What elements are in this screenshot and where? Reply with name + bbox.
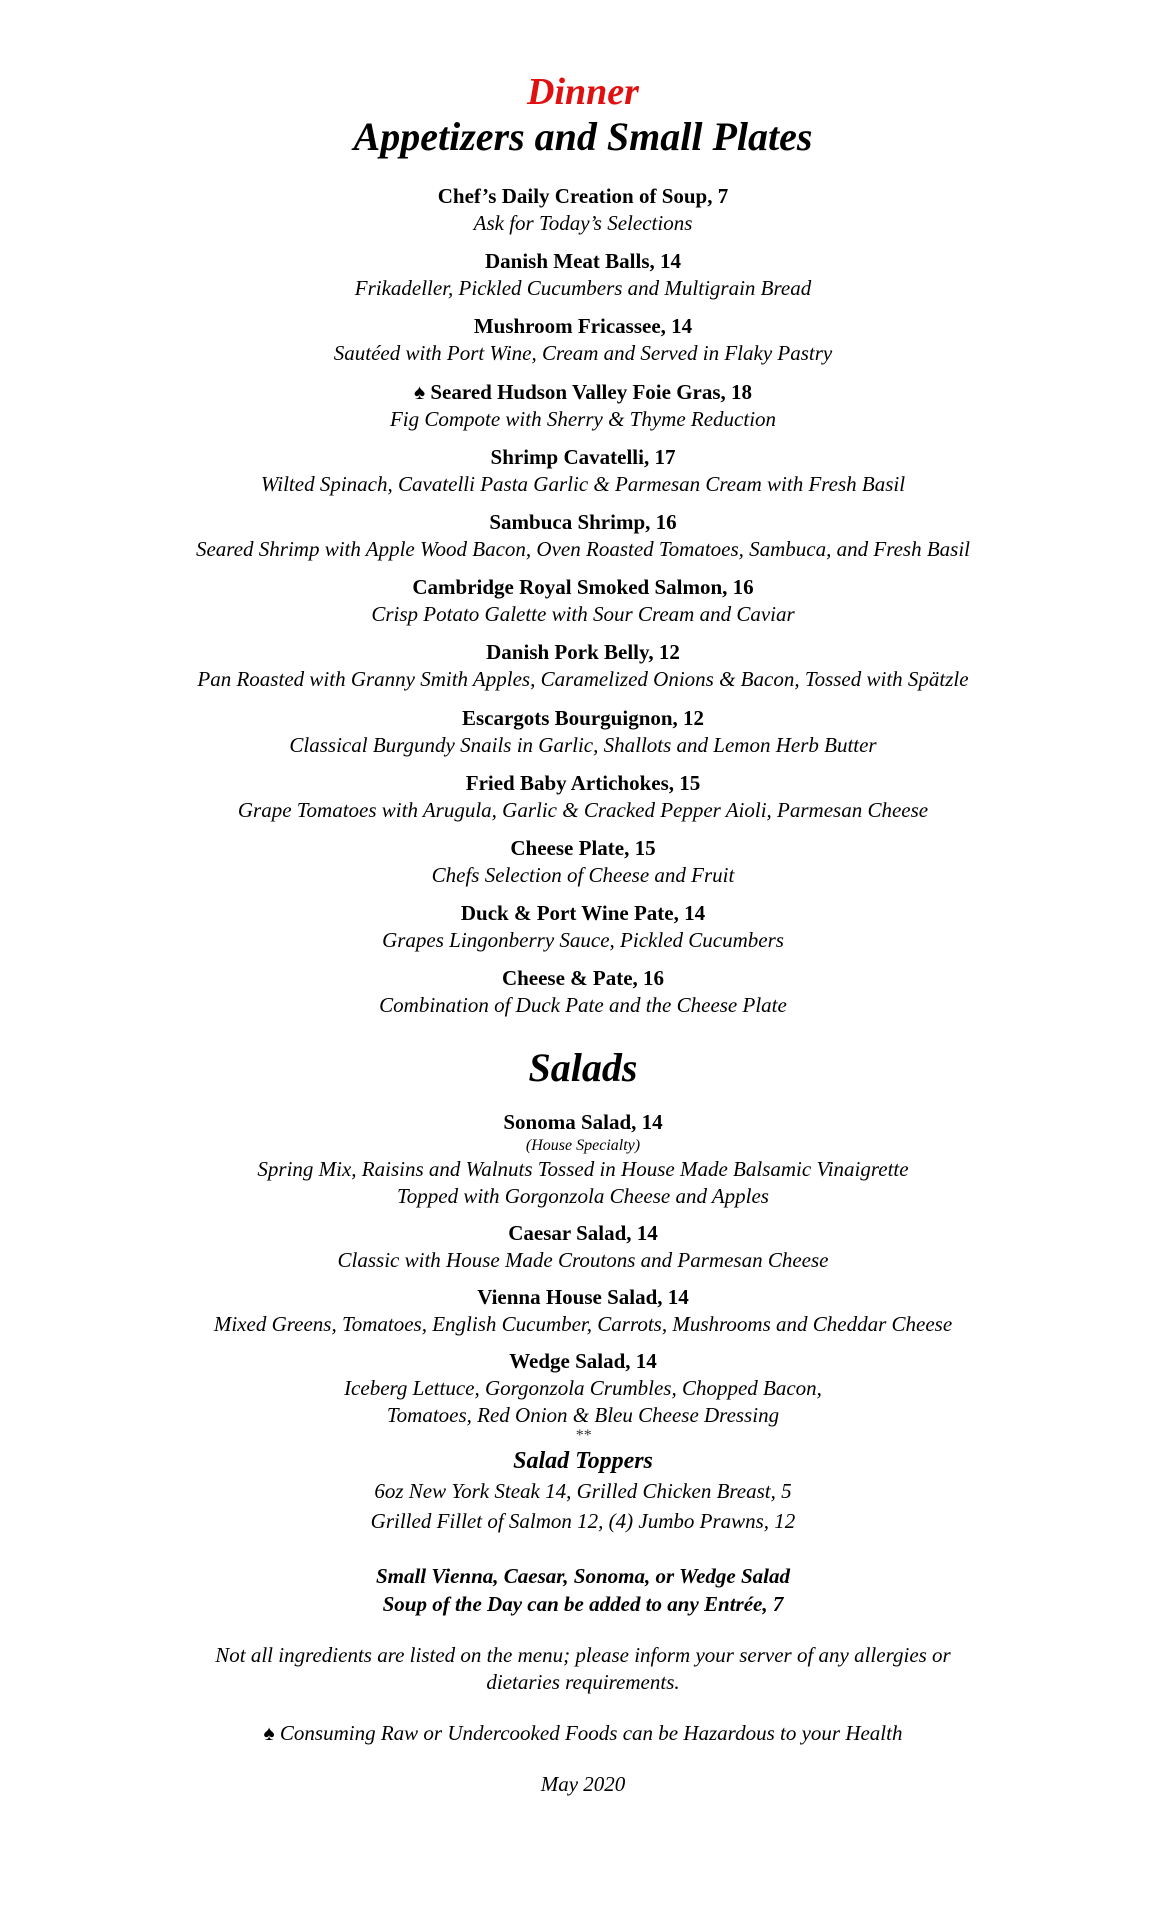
- menu-item: [0, 313, 1166, 378]
- salads-list: [0, 1109, 1166, 1798]
- menu-item: [0, 639, 1166, 704]
- allergy-notice: [0, 1642, 1166, 1696]
- raw-food-warning: [0, 1720, 1166, 1747]
- item-description: Chefs Selection of Cheese and Fruit: [431, 862, 735, 887]
- house-specialty-note: (House Specialty): [525, 1137, 641, 1154]
- item-name: Cheese Plate, 15: [510, 835, 656, 860]
- item-name: Mushroom Fricassee, 14: [473, 314, 693, 339]
- menu-item: [0, 835, 1166, 900]
- dinner-heading: Dinner: [527, 71, 639, 113]
- menu-item: [0, 509, 1166, 574]
- item-name: Vienna House Salad, 14: [477, 1285, 689, 1309]
- allergy-line: Not all ingredients are listed on the menu; please inform your server of any allergies or: [215, 1643, 951, 1667]
- item-description: Iceberg Lettuce, Gorgonzola Crumbles, Chopped Bacon,: [344, 1376, 822, 1400]
- item-description: Pan Roasted with Granny Smith Apples, Caramelized Onions & Bacon, Tossed with Spätzle: [197, 667, 969, 692]
- item-description: Ask for Today’s Selections: [473, 211, 693, 235]
- addon-line: Small Vienna, Caesar, Sonoma, or Wedge Salad: [375, 1564, 791, 1588]
- toppers-line: Grilled Fillet of Salmon 12, (4) Jumbo Prawns, 12: [370, 1509, 796, 1533]
- item-description: Wilted Spinach, Cavatelli Pasta Garlic & Parmesan Cream with Fresh Basil: [260, 471, 906, 496]
- item-name: Sambuca Shrimp, 16: [489, 509, 677, 534]
- addon-note: [0, 1562, 1166, 1618]
- salad-item-caesar: [0, 1220, 1166, 1274]
- item-name: ♠ Seared Hudson Valley Foie Gras, 18: [413, 379, 753, 404]
- item-name: Cambridge Royal Smoked Salmon, 16: [412, 575, 754, 600]
- item-description: Classical Burgundy Snails in Garlic, Shallots and Lemon Herb Butter: [289, 732, 877, 757]
- item-name: Sonoma Salad, 14: [503, 1110, 663, 1134]
- salads-heading: Salads: [528, 1045, 638, 1090]
- menu-item: [0, 900, 1166, 965]
- item-description: Seared Shrimp with Apple Wood Bacon, Oven Roasted Tomatoes, Sambuca, and Fresh Basil: [195, 536, 971, 561]
- menu-item: [0, 965, 1166, 1030]
- menu-item: [0, 379, 1166, 444]
- item-description: Fig Compote with Sherry & Thyme Reduction: [389, 406, 777, 431]
- item-description: Mixed Greens, Tomatoes, English Cucumber, Carrots, Mushrooms and Cheddar Cheese: [213, 1312, 953, 1336]
- item-name: Cheese & Pate, 16: [501, 966, 665, 991]
- item-description: Grape Tomatoes with Arugula, Garlic & Cracked Pepper Aioli, Parmesan Cheese: [237, 797, 929, 822]
- item-description: Classic with House Made Croutons and Parmesan Cheese: [337, 1248, 829, 1272]
- menu-item: [0, 444, 1166, 509]
- item-description: Topped with Gorgonzola Cheese and Apples: [397, 1184, 769, 1208]
- item-name: Wedge Salad, 14: [509, 1349, 657, 1373]
- addon-line: Soup of the Day can be added to any Entrée, 7: [382, 1592, 784, 1616]
- item-description: Frikadeller, Pickled Cucumbers and Multigrain Bread: [354, 276, 812, 301]
- menu-item: [0, 705, 1166, 770]
- item-description: Sautéed with Port Wine, Cream and Served in Flaky Pastry: [333, 341, 833, 366]
- salad-item-wedge: [0, 1348, 1166, 1429]
- item-description: Combination of Duck Pate and the Cheese Plate: [379, 993, 787, 1018]
- menu-item: [0, 770, 1166, 835]
- item-description: Spring Mix, Raisins and Walnuts Tossed in House Made Balsamic Vinaigrette: [257, 1157, 909, 1181]
- item-name: Duck & Port Wine Pate, 14: [460, 901, 706, 926]
- item-name: Chef’s Daily Creation of Soup, 7: [437, 184, 729, 208]
- salad-toppers: [0, 1446, 1166, 1536]
- appetizers-list: [0, 183, 1166, 1030]
- item-name: Escargots Bourguignon, 12: [461, 705, 705, 730]
- allergy-line: dietaries requirements.: [486, 1670, 680, 1694]
- item-description: Crisp Potato Galette with Sour Cream and Caviar: [371, 602, 795, 627]
- item-name: Shrimp Cavatelli, 17: [490, 444, 676, 469]
- date-text: May 2020: [540, 1772, 626, 1796]
- divider-stars: **: [575, 1427, 591, 1444]
- toppers-line: 6oz New York Steak 14, Grilled Chicken Breast, 5: [374, 1479, 792, 1503]
- salad-toppers-heading: Salad Toppers: [513, 1448, 653, 1474]
- menu-item: [0, 574, 1166, 639]
- menu-item: [0, 183, 1166, 248]
- item-name: Fried Baby Artichokes, 15: [465, 770, 701, 795]
- appetizers-heading: Appetizers and Small Plates: [353, 114, 813, 159]
- item-name: Caesar Salad, 14: [508, 1221, 658, 1245]
- menu-item: [0, 248, 1166, 313]
- item-description: Tomatoes, Red Onion & Bleu Cheese Dressing: [386, 1403, 780, 1427]
- item-description: Grapes Lingonberry Sauce, Pickled Cucumbers: [382, 928, 784, 953]
- salad-item-vienna: [0, 1284, 1166, 1338]
- item-name: Danish Pork Belly, 12: [486, 640, 680, 665]
- salad-item-sonoma: [0, 1109, 1166, 1210]
- item-name: Danish Meat Balls, 14: [484, 249, 681, 274]
- menu-date: [0, 1771, 1166, 1798]
- warning-text: ♠ Consuming Raw or Undercooked Foods can be Hazardous to your Health: [263, 1721, 903, 1745]
